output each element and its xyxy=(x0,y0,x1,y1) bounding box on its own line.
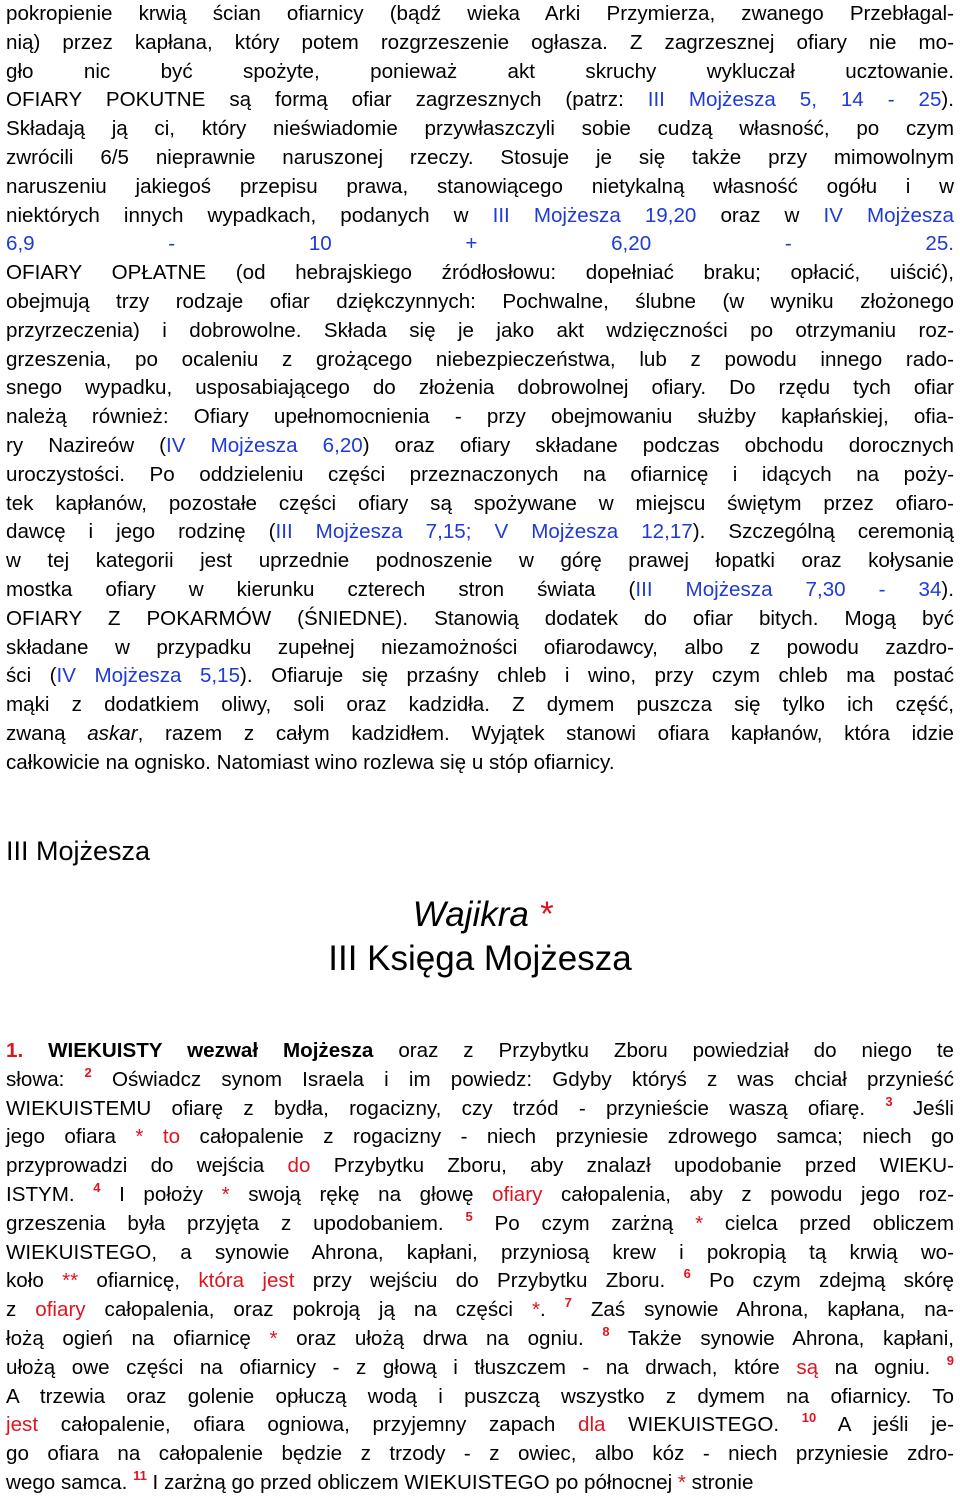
chapter-line xyxy=(6,1210,954,1239)
intro-line xyxy=(6,202,954,231)
text-run: , razem z całym kadzidłem. Wyjątek stanowi ofiara kapłanów, która idzie xyxy=(137,721,954,745)
verse-number: 10 xyxy=(801,1410,817,1426)
text-run: go ofiara na całopalenie będzie z trzody - z owiec, albo kóz - niech przyniesie zdro- xyxy=(6,1442,954,1466)
text-run: łożą ogień na ofiarnicę xyxy=(6,1326,270,1350)
text-run: oraz w xyxy=(696,203,824,227)
text-run: tek kapłanów, pozostałe części ofiary są spożywane w miejscu świętym przez ofiaro- xyxy=(6,491,954,515)
intro-line xyxy=(6,346,954,375)
intro-line xyxy=(6,374,954,403)
text-run: I zarżną go przed obliczem WIEKUISTEGO po północnej xyxy=(146,1470,678,1494)
text-run: OFIARY OPŁATNE (od hebrajskiego źródłosłowu: dopełniać braku; opłacić, uiścić), xyxy=(6,261,954,285)
text-run: cielca przed obliczem xyxy=(703,1211,955,1235)
intro-line xyxy=(6,490,954,519)
text-run: ry Nazireów ( xyxy=(6,433,167,457)
intro-line xyxy=(6,288,954,317)
intro-line xyxy=(6,259,954,288)
verse-number: 8 xyxy=(602,1323,610,1339)
chapter-line xyxy=(6,1181,954,1210)
text-run: całopalenia, oraz pokroją ją na części xyxy=(85,1298,532,1322)
intro-line xyxy=(6,634,954,663)
translator-note-text: ofiary xyxy=(35,1298,86,1322)
text-run: słowa: xyxy=(6,1067,85,1091)
text-run: mostka ofiary w kierunku czterech stron świata ( xyxy=(6,577,636,601)
text-run: I położy xyxy=(100,1182,222,1206)
translator-note-text: dla xyxy=(577,1413,606,1437)
intro-line xyxy=(6,461,954,490)
scripture-reference: 6,9 - 10 + 6,20 - 25. xyxy=(6,232,954,256)
italic-term: askar xyxy=(87,721,138,745)
verse-number: 4 xyxy=(93,1179,101,1195)
text-run: Składają ją ci, który nieświadomie przywłaszczyli sobie cudzą własność, po czym xyxy=(6,117,954,141)
text-run: WIEKUISTEGO, a synowie Ahrona, kapłani, przyniosą krew i pokropią tą krwią wo- xyxy=(6,1240,954,1264)
text-run: przyprowadzi do wejścia xyxy=(6,1154,288,1178)
text-run: całopalenie z rogacizny - niech przyniesie zdrowego samca; niech go xyxy=(180,1125,954,1149)
intro-line xyxy=(6,749,954,778)
scripture-reference: IV Mojżesza xyxy=(823,203,954,227)
text-run: ) oraz ofiary składane podczas obchodu dorocznych xyxy=(362,433,955,457)
text-run: nią) przez kapłana, który potem rozgrzeszenie ogłasza. Z zagrzesznej ofiary nie mo- xyxy=(6,30,954,54)
text-run: A trzewia oraz golenie opłuczą wodą i puszczą wszystko z dymem na ofiarnicy. To xyxy=(6,1384,954,1408)
text-run: snego wypadku, usposabiającego do złożenia dobrowolnej ofiary. Do rzędu tych ofiar xyxy=(6,376,954,400)
intro-line xyxy=(6,662,954,691)
text-run: Oświadcz synom Israela i im powiedz: Gdyby któryś z was chciał przynieść xyxy=(91,1067,954,1091)
translator-note-text: która jest xyxy=(198,1269,295,1293)
verse-number: 3 xyxy=(885,1093,893,1109)
text-run: w tej kategorii jest uprzednie podnoszenie w górę prawej łopatki oraz kołysanie xyxy=(6,549,954,573)
text-run: . xyxy=(539,1298,565,1322)
translator-note-text: * xyxy=(531,1298,540,1322)
text-run: całopalenie, ofiara ogniowa, przyjemny zapach xyxy=(38,1413,578,1437)
text-run: Po czym zdejmą skórę xyxy=(690,1269,954,1293)
intro-text xyxy=(6,0,954,778)
text-run: OFIARY POKUTNE są formą ofiar zagrzesznych (patrz: xyxy=(6,88,648,112)
text-run: Także synowie Ahrona, kapłani, xyxy=(609,1326,955,1350)
intro-line xyxy=(6,58,954,87)
intro-line xyxy=(6,605,954,634)
translator-note-text: są xyxy=(796,1355,819,1379)
text-run: mąki z dodatkiem oliwy, soli oraz kadzidła. Z dymem puszcza się tylko ich część, xyxy=(6,693,954,717)
text-run: WIEKUISTEMU ofiarę z bydła, rogacizny, czy trzód - przynieście waszą ofiarę. xyxy=(6,1096,886,1120)
text-run: zwaną xyxy=(6,721,88,745)
translator-note-text: * xyxy=(677,1470,686,1494)
text-run: dawcę i jego rodzinę ( xyxy=(6,520,276,544)
text-run: zwrócili 6/5 nieprawnie naruszonej rzeczy. Stosuje je się także przy mimowolnym xyxy=(6,145,954,169)
verse-number: 9 xyxy=(946,1352,954,1368)
chapter-line xyxy=(6,1066,954,1095)
chapter-text xyxy=(6,1037,954,1498)
text-run: ). xyxy=(941,88,954,112)
chapter-number: 1. xyxy=(6,1039,24,1062)
text-run: wego samca. xyxy=(6,1470,134,1494)
translator-note-text: * xyxy=(221,1182,230,1206)
verse-number: 7 xyxy=(564,1295,572,1311)
verse-number: 11 xyxy=(133,1467,147,1483)
translator-note-text: do xyxy=(287,1154,311,1178)
chapter-line xyxy=(6,1123,954,1152)
translator-note-text: * xyxy=(269,1326,278,1350)
intro-line xyxy=(6,230,954,259)
intro-line xyxy=(6,576,954,605)
text-run: oraz z Przybytku Zboru powiedział do niego te xyxy=(373,1039,954,1062)
text-run: pokropienie krwią ścian ofiarnicy (bądź wieka Arki Przymierza, zwanego Przebłagal- xyxy=(6,2,954,25)
text-run: WIEKUISTEGO. xyxy=(605,1413,802,1437)
intro-line xyxy=(6,317,954,346)
footnote-marker: * xyxy=(528,895,553,934)
book-title-name: Wajikra xyxy=(412,895,529,934)
text-run: grzeszenia, po ocaleniu z grożącego niebezpieczeństwa, lub z powodu innego rado- xyxy=(6,347,954,371)
text-run: przy wejściu do Przybytku Zboru. xyxy=(294,1269,684,1293)
chapter-line xyxy=(6,1411,954,1440)
book-title-block xyxy=(0,893,960,981)
text-run: Przybytku Zboru, aby znalazł upodobanie przed WIEKU- xyxy=(310,1154,954,1178)
text-run: obejmują trzy rodzaje ofiar dziękczynnych: Pochwalne, ślubne (w wyniku złożonego xyxy=(6,289,954,313)
text-run: gło nic być spożyte, ponieważ akt skruchy wykluczał ucztowanie. xyxy=(6,59,954,83)
text-run: ). Ofiaruje się przaśny chleb i wino, przy czym chleb ma postać xyxy=(240,664,954,688)
intro-line xyxy=(6,86,954,115)
intro-line xyxy=(6,173,954,202)
text-run: grzeszenia była przyjęta z upodobaniem. xyxy=(6,1211,466,1235)
text-run: całopalenia, aby z powodu jego roz- xyxy=(542,1182,954,1206)
scripture-reference: III Mojżesza 19,20 xyxy=(492,203,697,227)
bold-text: WIEKUISTY wezwał Mojżesza xyxy=(48,1039,374,1062)
text-run: przyrzeczenia) i dobrowolne. Składa się je jako akt wdzięczności po otrzymaniu roz- xyxy=(6,318,954,342)
intro-line xyxy=(6,720,954,749)
text-run: składane w przypadku zupełnej niezamożności ofiarodawcy, albo z powodu zazdro- xyxy=(6,635,954,659)
text-run: z xyxy=(6,1298,36,1322)
text-run: na ogniu. xyxy=(818,1355,947,1379)
translator-note-text: ** xyxy=(62,1269,79,1293)
scripture-reference: III Mojżesza 7,15; V Mojżesza 12,17 xyxy=(275,520,693,544)
chapter-line xyxy=(6,1095,954,1124)
text-run: Po czym zarżną xyxy=(472,1211,696,1235)
text-run: ułożą owe części na ofiarnicy - z głową i tłuszczem - na drwach, które xyxy=(6,1355,797,1379)
translator-note-text: jest xyxy=(6,1413,39,1437)
scripture-reference: III Mojżesza 7,30 - 34 xyxy=(635,577,942,601)
text-run: uroczystości. Po oddzieleniu części przeznaczonych na ofiarnicę i idących na poży- xyxy=(6,462,954,486)
text-run: koło xyxy=(6,1269,63,1293)
scripture-reference: IV Mojżesza 6,20 xyxy=(166,433,363,457)
section-heading: III Mojżesza xyxy=(6,836,151,866)
intro-line xyxy=(6,691,954,720)
book-title xyxy=(0,893,960,937)
text-run: jego ofiara xyxy=(6,1125,136,1149)
text-run: oraz ułożą drwa na ogniu. xyxy=(277,1326,603,1350)
intro-line xyxy=(6,115,954,144)
chapter-line xyxy=(6,1152,954,1181)
text-run: ofiarnicę, xyxy=(78,1269,199,1293)
verse-number: 6 xyxy=(683,1266,691,1282)
text-run: ). Szczególną ceremonią xyxy=(692,520,954,544)
text-run xyxy=(23,1039,48,1062)
text-run: ). xyxy=(941,577,954,601)
text-run: ISTYM. xyxy=(6,1182,94,1206)
translator-note-text: * xyxy=(695,1211,704,1235)
text-run: naruszeniu jakiegoś przepisu prawa, stanowiącego nietykalną własność ogółu i w xyxy=(6,174,954,198)
chapter-line xyxy=(6,1037,954,1066)
intro-line xyxy=(6,29,954,58)
verse-number: 5 xyxy=(465,1208,473,1224)
chapter-line xyxy=(6,1267,954,1296)
text-run: całkowicie na ognisko. Natomiast wino rozlewa się u stóp ofiarnicy. xyxy=(6,750,615,774)
text-run: niektórych innych wypadkach, podanych w xyxy=(6,203,493,227)
text-run: OFIARY Z POKARMÓW (ŚNIEDNE). Stanowią dodatek do ofiar bitych. Mogą być xyxy=(6,606,954,630)
text-run: stronie xyxy=(685,1470,754,1494)
intro-line xyxy=(6,144,954,173)
text-run: należą również: Ofiary upełnomocnienia - przy obejmowaniu służby kapłańskiej, ofia- xyxy=(6,405,954,429)
book-subtitle: III Księga Mojżesza xyxy=(328,939,632,978)
intro-line xyxy=(6,547,954,576)
text-run: A jeśli je- xyxy=(816,1413,954,1437)
translator-note-text: * to xyxy=(135,1125,181,1149)
text-run: ści ( xyxy=(6,664,57,688)
scripture-reference: IV Mojżesza 5,15 xyxy=(56,664,241,688)
intro-line xyxy=(6,432,954,461)
chapter-line xyxy=(6,1325,954,1354)
verse-number: 2 xyxy=(84,1064,92,1080)
scripture-reference: III Mojżesza 5, 14 - 25 xyxy=(647,88,942,112)
chapter-line xyxy=(6,1239,954,1268)
chapter-line xyxy=(6,1296,954,1325)
chapter-line xyxy=(6,1354,954,1383)
text-run: Zaś synowie Ahrona, kapłana, na- xyxy=(571,1298,954,1322)
intro-line xyxy=(6,403,954,432)
translator-note-text: ofiary xyxy=(492,1182,543,1206)
text-run: Jeśli xyxy=(892,1096,955,1120)
chapter-line xyxy=(6,1383,954,1412)
chapter-line xyxy=(6,1469,954,1498)
text-run: swoją rękę na głowę xyxy=(229,1182,493,1206)
intro-line xyxy=(6,518,954,547)
chapter-line xyxy=(6,1440,954,1469)
intro-line xyxy=(6,0,954,29)
